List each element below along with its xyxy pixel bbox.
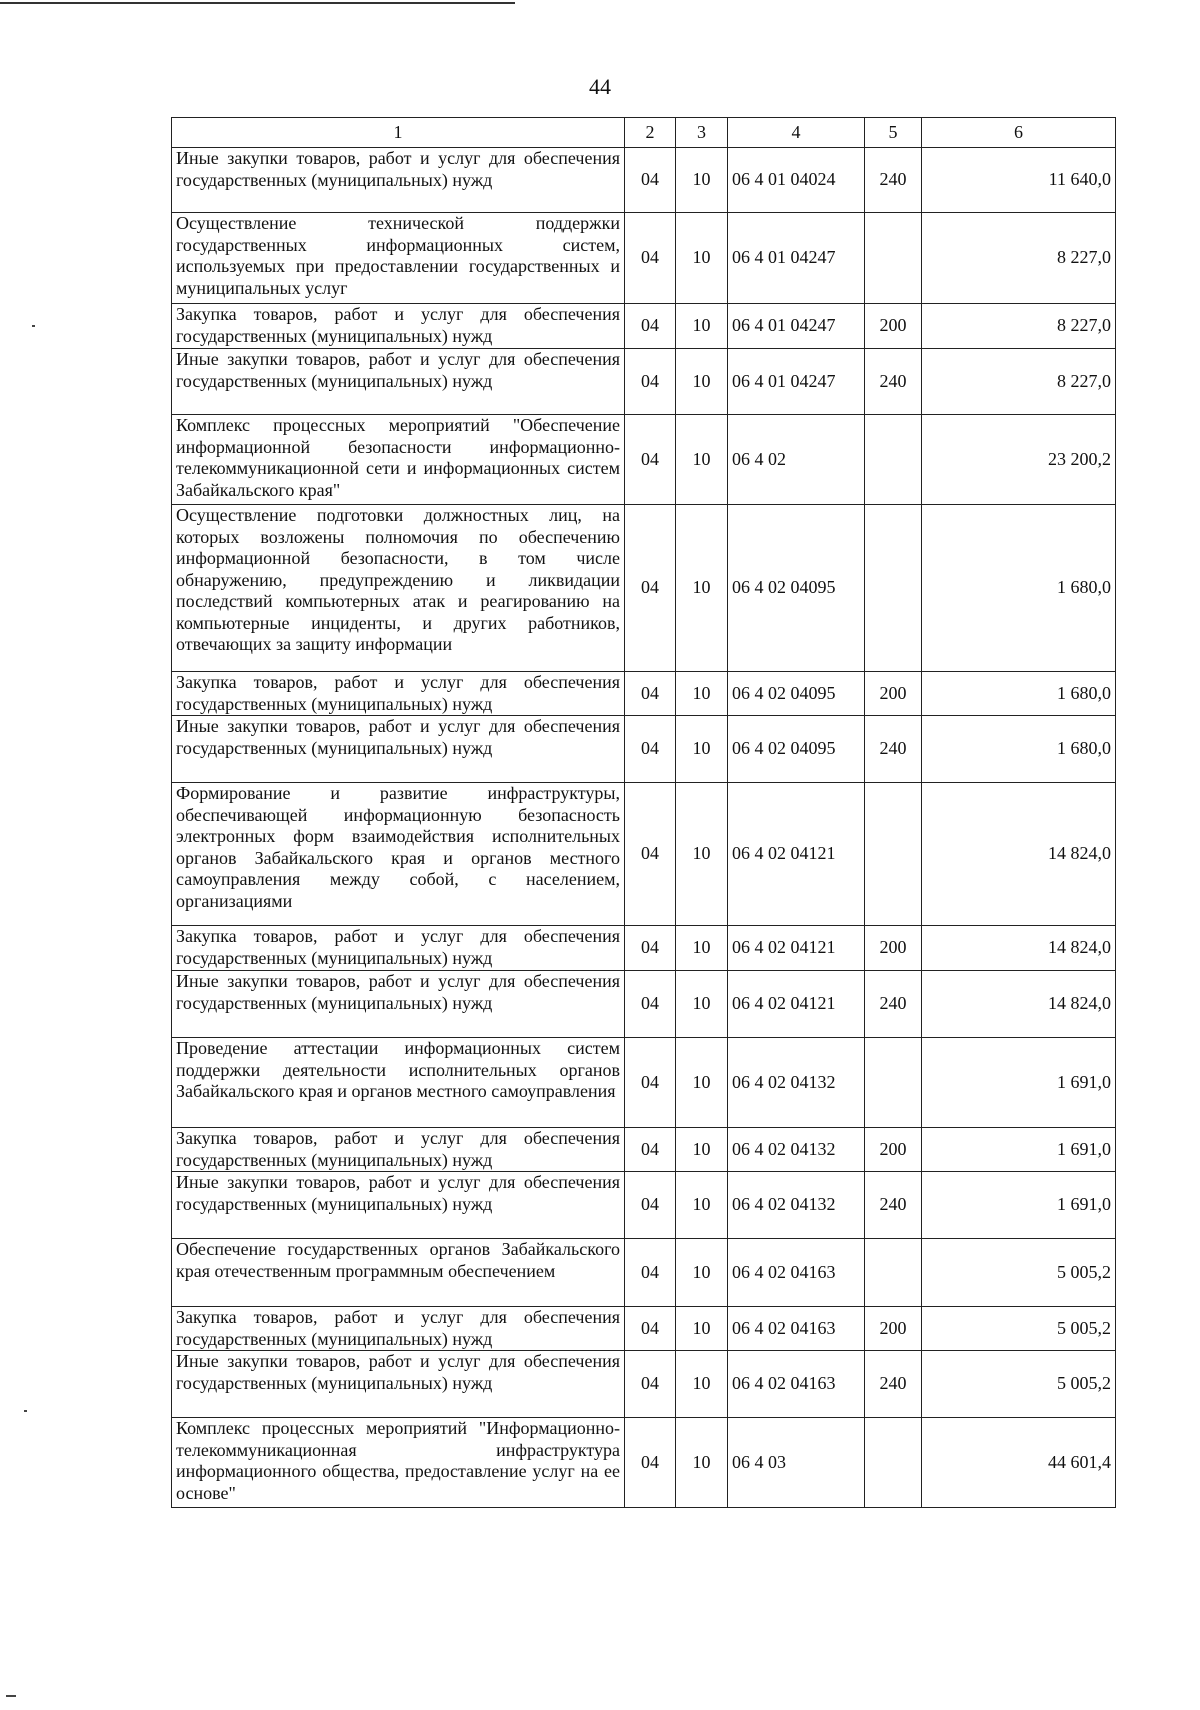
row-subsection: 10 [676, 1351, 728, 1418]
row-expense-type: 240 [865, 971, 922, 1038]
row-target-code: 06 4 02 04132 [728, 1172, 865, 1239]
row-target-code: 06 4 02 04163 [728, 1307, 865, 1351]
row-expense-type: 240 [865, 1351, 922, 1418]
row-amount: 5 005,2 [922, 1351, 1116, 1418]
row-target-code: 06 4 02 04132 [728, 1128, 865, 1172]
row-target-code: 06 4 02 04132 [728, 1038, 865, 1128]
table-row [172, 971, 1116, 1038]
row-name: Осуществление технической поддержки государственных информационных систем, используемых при предоставлении государственных и муниципальных услуг [172, 213, 625, 304]
row-target-code: 06 4 02 04163 [728, 1239, 865, 1307]
row-section: 04 [625, 415, 676, 505]
column-header: 2 [625, 118, 676, 148]
row-amount: 1 680,0 [922, 505, 1116, 672]
row-section: 04 [625, 926, 676, 971]
row-expense-type [865, 1239, 922, 1307]
row-subsection: 10 [676, 1128, 728, 1172]
row-subsection: 10 [676, 415, 728, 505]
scan-speck [6, 1695, 16, 1697]
row-section: 04 [625, 1239, 676, 1307]
row-expense-type [865, 1418, 922, 1508]
budget-table [171, 117, 1116, 1508]
row-target-code: 06 4 02 04121 [728, 971, 865, 1038]
row-name: Закупка товаров, работ и услуг для обеспечения государственных (муниципальных) нужд [172, 926, 625, 971]
row-section: 04 [625, 1307, 676, 1351]
row-expense-type: 200 [865, 672, 922, 716]
row-amount: 14 824,0 [922, 783, 1116, 926]
column-header: 5 [865, 118, 922, 148]
row-section: 04 [625, 1351, 676, 1418]
row-subsection: 10 [676, 971, 728, 1038]
row-amount: 44 601,4 [922, 1418, 1116, 1508]
table-row [172, 148, 1116, 213]
row-name: Иные закупки товаров, работ и услуг для обеспечения государственных (муниципальных) нужд [172, 716, 625, 783]
row-amount: 14 824,0 [922, 926, 1116, 971]
row-name: Иные закупки товаров, работ и услуг для обеспечения государственных (муниципальных) нужд [172, 349, 625, 415]
table-row [172, 415, 1116, 505]
row-amount: 1 680,0 [922, 672, 1116, 716]
table-row [172, 783, 1116, 926]
row-target-code: 06 4 02 04163 [728, 1351, 865, 1418]
row-target-code: 06 4 02 04121 [728, 926, 865, 971]
row-target-code: 06 4 01 04024 [728, 148, 865, 213]
row-section: 04 [625, 304, 676, 349]
row-subsection: 10 [676, 1239, 728, 1307]
row-amount: 8 227,0 [922, 349, 1116, 415]
row-target-code: 06 4 02 04095 [728, 505, 865, 672]
row-name: Закупка товаров, работ и услуг для обеспечения государственных (муниципальных) нужд [172, 1128, 625, 1172]
row-expense-type: 240 [865, 716, 922, 783]
row-section: 04 [625, 349, 676, 415]
row-name: Комплекс процессных мероприятий "Информационно-телекоммуникационная инфраструктура информационного общества, предоставление услуг на ее основе" [172, 1418, 625, 1508]
row-amount: 1 691,0 [922, 1038, 1116, 1128]
row-name: Формирование и развитие инфраструктуры, обеспечивающей информационную безопасность электронных форм взаимодействия исполнительных органов Забайкальского края и органов местного самоуправления между собой, с населением, организациями [172, 783, 625, 926]
column-header: 3 [676, 118, 728, 148]
row-name: Закупка товаров, работ и услуг для обеспечения государственных (муниципальных) нужд [172, 304, 625, 349]
row-section: 04 [625, 672, 676, 716]
row-subsection: 10 [676, 1307, 728, 1351]
table-row [172, 1418, 1116, 1508]
row-name: Обеспечение государственных органов Забайкальского края отечественным программным обеспечением [172, 1239, 625, 1307]
row-subsection: 10 [676, 1418, 728, 1508]
row-name: Осуществление подготовки должностных лиц, на которых возложены полномочия по обеспечению информационной безопасности, в том числе обнаружению, предупреждению и ликвидации последствий компьютерных атак и реагированию на компьютерные инциденты, и других работников, отвечающих за защиту информации [172, 505, 625, 672]
scan-speck [24, 1410, 27, 1412]
table-row [172, 1351, 1116, 1418]
row-expense-type: 200 [865, 304, 922, 349]
row-name: Закупка товаров, работ и услуг для обеспечения государственных (муниципальных) нужд [172, 1307, 625, 1351]
row-expense-type [865, 783, 922, 926]
row-expense-type [865, 1038, 922, 1128]
row-amount: 14 824,0 [922, 971, 1116, 1038]
table-row [172, 926, 1116, 971]
row-expense-type [865, 505, 922, 672]
row-subsection: 10 [676, 672, 728, 716]
row-amount: 8 227,0 [922, 304, 1116, 349]
table-row [172, 349, 1116, 415]
row-expense-type: 200 [865, 1128, 922, 1172]
table-row [172, 304, 1116, 349]
table-row [172, 1239, 1116, 1307]
row-name: Иные закупки товаров, работ и услуг для обеспечения государственных (муниципальных) нужд [172, 1172, 625, 1239]
table-body [172, 148, 1116, 1508]
row-subsection: 10 [676, 505, 728, 672]
row-amount: 5 005,2 [922, 1307, 1116, 1351]
row-section: 04 [625, 213, 676, 304]
row-name: Закупка товаров, работ и услуг для обеспечения государственных (муниципальных) нужд [172, 672, 625, 716]
row-expense-type: 240 [865, 1172, 922, 1239]
table-row [172, 505, 1116, 672]
row-name: Иные закупки товаров, работ и услуг для обеспечения государственных (муниципальных) нужд [172, 1351, 625, 1418]
row-section: 04 [625, 505, 676, 672]
row-target-code: 06 4 02 04121 [728, 783, 865, 926]
table-row [172, 1307, 1116, 1351]
row-section: 04 [625, 783, 676, 926]
row-expense-type: 200 [865, 1307, 922, 1351]
column-header: 1 [172, 118, 625, 148]
top-rule [0, 2, 515, 4]
row-name: Иные закупки товаров, работ и услуг для обеспечения государственных (муниципальных) нужд [172, 148, 625, 213]
row-subsection: 10 [676, 148, 728, 213]
row-amount: 5 005,2 [922, 1239, 1116, 1307]
column-header: 4 [728, 118, 865, 148]
row-subsection: 10 [676, 926, 728, 971]
row-target-code: 06 4 01 04247 [728, 213, 865, 304]
row-section: 04 [625, 716, 676, 783]
row-target-code: 06 4 02 04095 [728, 716, 865, 783]
row-expense-type: 240 [865, 349, 922, 415]
row-section: 04 [625, 1172, 676, 1239]
row-amount: 11 640,0 [922, 148, 1116, 213]
row-subsection: 10 [676, 304, 728, 349]
row-amount: 1 691,0 [922, 1128, 1116, 1172]
row-section: 04 [625, 148, 676, 213]
row-section: 04 [625, 971, 676, 1038]
row-expense-type: 200 [865, 926, 922, 971]
row-target-code: 06 4 01 04247 [728, 304, 865, 349]
row-amount: 1 691,0 [922, 1172, 1116, 1239]
table-row [172, 213, 1116, 304]
header-row [172, 118, 1116, 148]
scan-speck [32, 325, 35, 327]
table-row [172, 716, 1116, 783]
row-subsection: 10 [676, 1038, 728, 1128]
row-name: Комплекс процессных мероприятий "Обеспечение информационной безопасности информационно-телекоммуникационной сети и информационных систем Забайкальского края" [172, 415, 625, 505]
page-number: 44 [589, 74, 611, 99]
row-subsection: 10 [676, 349, 728, 415]
row-target-code: 06 4 02 [728, 415, 865, 505]
row-subsection: 10 [676, 1172, 728, 1239]
row-name: Иные закупки товаров, работ и услуг для обеспечения государственных (муниципальных) нужд [172, 971, 625, 1038]
row-amount: 1 680,0 [922, 716, 1116, 783]
row-subsection: 10 [676, 716, 728, 783]
table-row [172, 672, 1116, 716]
table-row [172, 1128, 1116, 1172]
row-subsection: 10 [676, 213, 728, 304]
column-header: 6 [922, 118, 1116, 148]
row-section: 04 [625, 1418, 676, 1508]
row-target-code: 06 4 01 04247 [728, 349, 865, 415]
table-row [172, 1038, 1116, 1128]
table-row [172, 1172, 1116, 1239]
row-expense-type [865, 213, 922, 304]
row-target-code: 06 4 03 [728, 1418, 865, 1508]
row-amount: 23 200,2 [922, 415, 1116, 505]
row-amount: 8 227,0 [922, 213, 1116, 304]
row-expense-type: 240 [865, 148, 922, 213]
row-expense-type [865, 415, 922, 505]
row-name: Проведение аттестации информационных систем поддержки деятельности исполнительных органов Забайкальского края и органов местного самоуправления [172, 1038, 625, 1128]
row-section: 04 [625, 1038, 676, 1128]
row-section: 04 [625, 1128, 676, 1172]
row-subsection: 10 [676, 783, 728, 926]
row-target-code: 06 4 02 04095 [728, 672, 865, 716]
